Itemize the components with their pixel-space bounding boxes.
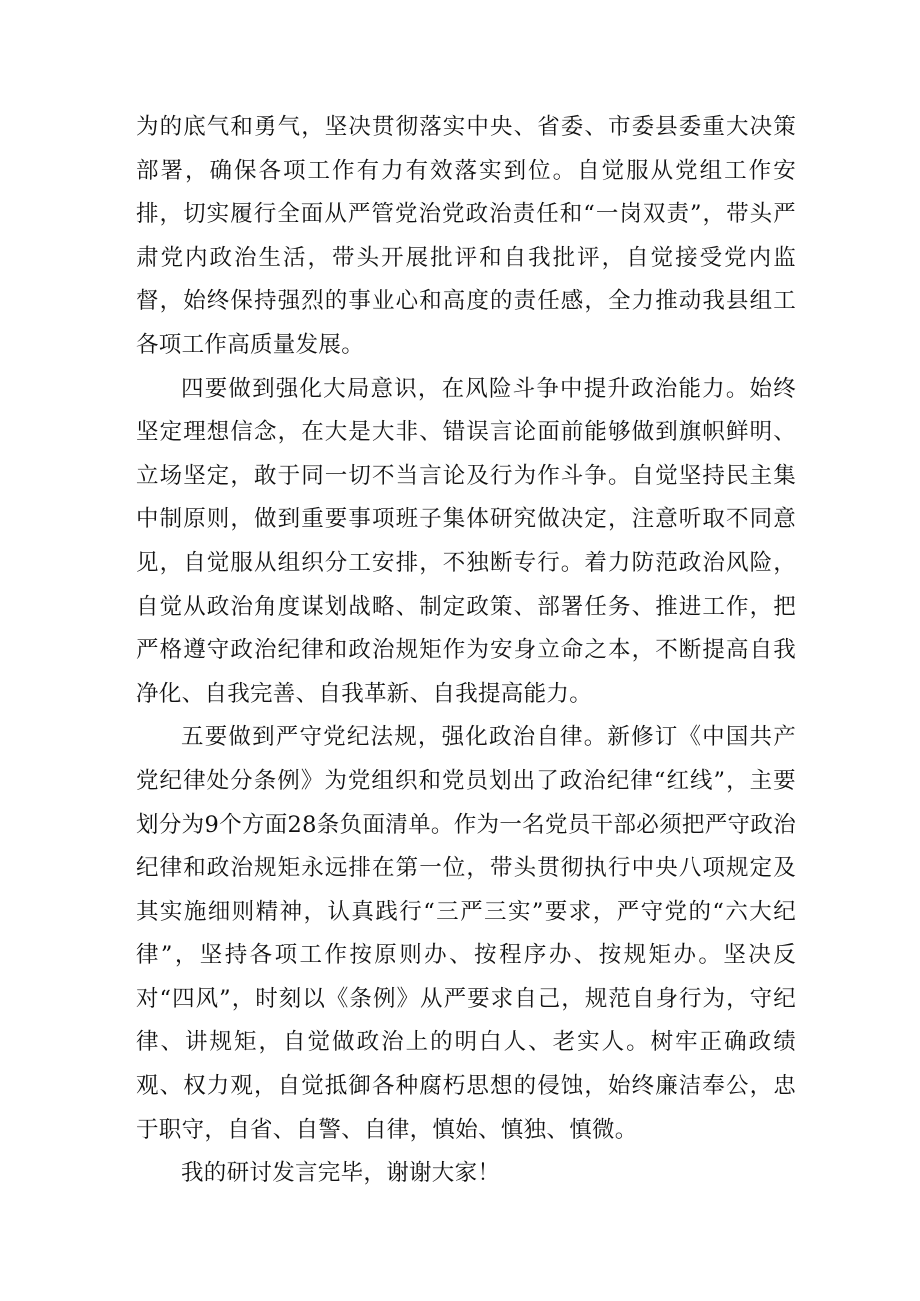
document-body [136,106,796,1196]
paragraph-4: 我的研讨发言完毕，谢谢大家！ [181,1160,501,1187]
paragraph-3: 五要做到严守党纪法规，强化政治自律。新修订《中国共产党纪律处分条例》为党组织和党员划出了政治纪律“红线”，主要划分为9个方面28条负面清单。作为一名党员干部必须把严守政治纪律和政治规矩永远排在第一位，带头贯彻执行中央八项规定及其实施细则精神，认真践行“三严三实”要求，严守党的“六大纪律”，坚持各项工作按原则办、按程序办、按规矩办。坚决反对“四风”，时刻以《条例》从严要求自己，规范自身行为，守纪律、讲规矩，自觉做政治上的明白人、老实人。树牢正确政绩观、权力观，自觉抵御各种腐朽思想的侵蚀，始终廉洁奉公，忠于职守，自省、自警、自律，慎始、慎独、慎微。 [136,724,796,1143]
paragraph-2: 四要做到强化大局意识，在风险斗争中提升政治能力。始终坚定理想信念，在大是大非、错误言论面前能够做到旗帜鲜明、立场坚定，敢于同一切不当言论及行为作斗争。自觉坚持民主集中制原则，做到重要事项班子集体研究做决定，注意听取不同意见，自觉服从组织分工安排，不独断专行。着力防范政治风险，自觉从政治角度谋划战略、制定政策、部署任务、推进工作，把严格遵守政治纪律和政治规矩作为安身立命之本，不断提高自我净化、自我完善、自我革新、自我提高能力。 [136,375,796,707]
paragraph-1: 为的底气和勇气，坚决贯彻落实中央、省委、市委县委重大决策部署，确保各项工作有力有效落实到位。自觉服从党组工作安排，切实履行全面从严管党治党政治责任和“一岗双责”，带头严肃党内政治生活，带头开展批评和自我批评，自觉接受党内监督，始终保持强烈的事业心和高度的责任感，全力推动我县组工各项工作高质量发展。 [136,114,796,358]
